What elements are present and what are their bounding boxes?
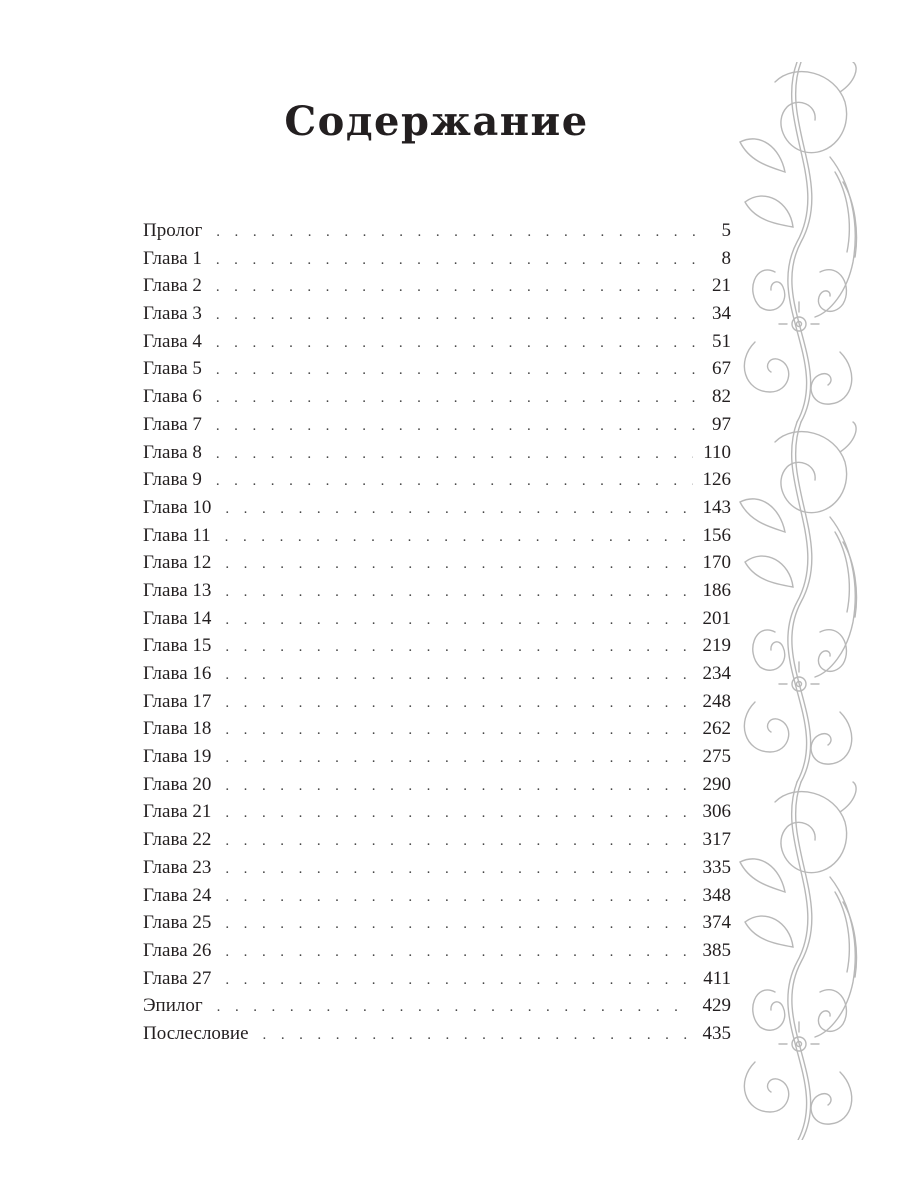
toc-entry-label: Глава 4 (143, 330, 202, 352)
dot-leader (225, 911, 692, 939)
toc-entry-label: Глава 2 (143, 275, 202, 297)
table-of-contents (143, 217, 731, 1048)
toc-entry[interactable] (143, 439, 731, 467)
toc-entry-label: Глава 16 (143, 663, 212, 684)
toc-entry-page-number: 385 (702, 939, 731, 961)
toc-entry-label: Глава 9 (143, 469, 202, 491)
toc-entry[interactable] (143, 826, 731, 854)
toc-entry-page-number: 21 (712, 275, 731, 297)
toc-entry-label: Глава 20 (143, 773, 212, 795)
toc-entry-label: Глава 10 (143, 496, 212, 518)
toc-entry-page-number: 201 (702, 607, 731, 629)
dot-leader (263, 1022, 693, 1050)
toc-entry-label: Глава 15 (143, 635, 212, 657)
toc-entry[interactable] (143, 466, 731, 494)
toc-entry[interactable] (143, 965, 731, 993)
toc-entry[interactable] (143, 217, 731, 245)
toc-entry-label: Глава 11 (143, 524, 211, 546)
toc-entry-label: Глава 23 (143, 856, 212, 878)
toc-entry[interactable] (143, 937, 731, 965)
toc-entry[interactable] (143, 715, 731, 743)
dot-leader (225, 551, 692, 579)
toc-entry-label: Глава 25 (143, 912, 212, 934)
dot-leader (216, 302, 701, 330)
toc-entry[interactable] (143, 549, 731, 577)
dot-leader (217, 994, 693, 1022)
dot-leader (225, 745, 692, 773)
toc-entry-label: Глава 5 (143, 358, 202, 380)
toc-entry-label: Глава 7 (143, 413, 202, 435)
toc-entry-page-number: 219 (702, 635, 731, 657)
dot-leader (216, 330, 701, 358)
dot-leader (225, 884, 692, 912)
dot-leader (225, 662, 692, 690)
toc-entry[interactable] (143, 272, 731, 300)
toc-entry[interactable] (143, 245, 731, 273)
toc-entry-page-number: 110 (703, 441, 731, 463)
toc-entry-label: Глава 13 (143, 579, 212, 601)
dot-leader (225, 607, 692, 635)
toc-entry[interactable] (143, 798, 731, 826)
toc-entry[interactable] (143, 383, 731, 411)
toc-entry-label: Глава 6 (143, 386, 202, 408)
toc-entry-page-number: 248 (702, 690, 731, 712)
toc-entry[interactable] (143, 743, 731, 771)
toc-entry-page-number: 306 (702, 801, 731, 823)
toc-entry-page-number: 290 (702, 773, 731, 795)
toc-entry[interactable] (143, 909, 731, 937)
toc-entry-page-number: 156 (702, 524, 731, 546)
toc-entry-page-number: 275 (702, 746, 731, 768)
toc-entry-label: Глава 21 (143, 801, 212, 823)
toc-entry-page-number: 234 (702, 663, 731, 684)
dot-leader (225, 828, 692, 856)
toc-entry[interactable] (143, 1020, 731, 1048)
toc-entry-page-number: 143 (702, 496, 731, 518)
dot-leader (216, 441, 693, 469)
dot-leader (225, 800, 692, 828)
dot-leader (225, 579, 692, 607)
toc-entry-page-number: 262 (702, 718, 731, 740)
dot-leader (216, 247, 701, 275)
toc-entry-page-number: 348 (702, 884, 731, 906)
toc-entry-page-number: 186 (702, 579, 731, 601)
toc-entry-page-number: 97 (712, 413, 731, 435)
dot-leader (216, 413, 701, 441)
dot-leader (225, 524, 693, 552)
toc-entry-label: Глава 19 (143, 746, 212, 768)
toc-entry-page-number: 335 (702, 856, 731, 878)
toc-entry[interactable] (143, 605, 731, 633)
toc-entry-page-number: 5 (721, 220, 731, 241)
toc-entry[interactable] (143, 854, 731, 882)
dot-leader (225, 967, 693, 995)
toc-entry-label: Пролог (143, 220, 203, 241)
toc-entry[interactable] (143, 494, 731, 522)
toc-entry-page-number: 8 (721, 247, 731, 269)
dot-leader (225, 773, 692, 801)
toc-entry-label: Глава 24 (143, 884, 212, 906)
toc-entry[interactable] (143, 660, 731, 688)
toc-entry-page-number: 126 (702, 469, 731, 491)
toc-entry-page-number: 411 (703, 967, 731, 989)
toc-entry-page-number: 51 (712, 330, 731, 352)
toc-entry[interactable] (143, 328, 731, 356)
toc-entry-label: Глава 1 (143, 247, 202, 269)
dot-leader (216, 357, 701, 385)
toc-entry-label: Глава 18 (143, 718, 212, 740)
dot-leader (225, 856, 692, 884)
toc-entry-label: Глава 22 (143, 829, 212, 851)
toc-entry[interactable] (143, 411, 731, 439)
dot-leader (216, 274, 701, 302)
toc-entry-label: Глава 8 (143, 441, 202, 463)
toc-entry[interactable] (143, 355, 731, 383)
toc-entry-label: Глава 27 (143, 967, 212, 989)
toc-entry[interactable] (143, 632, 731, 660)
toc-entry-page-number: 435 (702, 1022, 731, 1044)
toc-entry-page-number: 374 (702, 912, 731, 934)
toc-entry-page-number: 170 (702, 552, 731, 574)
toc-entry[interactable] (143, 992, 731, 1020)
toc-entry-label: Глава 17 (143, 690, 212, 712)
dot-leader (225, 634, 692, 662)
toc-entry-label: Глава 26 (143, 939, 212, 961)
toc-entry-label: Глава 14 (143, 607, 212, 629)
toc-entry[interactable] (143, 771, 731, 799)
toc-entry-page-number: 82 (712, 386, 731, 408)
toc-entry-page-number: 317 (702, 829, 731, 851)
toc-entry-label: Глава 12 (143, 552, 212, 574)
dot-leader (216, 385, 701, 413)
dot-leader (225, 496, 692, 524)
dot-leader (225, 717, 692, 745)
dot-leader (216, 468, 693, 496)
page-title: Содержание (284, 98, 589, 145)
toc-entry[interactable] (143, 882, 731, 910)
dot-leader (216, 219, 701, 247)
toc-entry[interactable] (143, 688, 731, 716)
griffin-floral-border-icon (735, 62, 865, 1140)
toc-entry-label: Послесловие (143, 1022, 249, 1044)
toc-entry-page-number: 67 (712, 358, 731, 380)
toc-entry-page-number: 429 (702, 995, 731, 1017)
toc-entry-label: Глава 3 (143, 303, 202, 325)
toc-entry-page-number: 34 (712, 303, 731, 325)
dot-leader (225, 939, 692, 967)
toc-entry[interactable] (143, 300, 731, 328)
toc-entry[interactable] (143, 522, 731, 550)
dot-leader (225, 690, 692, 718)
toc-entry-label: Эпилог (143, 995, 203, 1017)
toc-entry[interactable] (143, 577, 731, 605)
